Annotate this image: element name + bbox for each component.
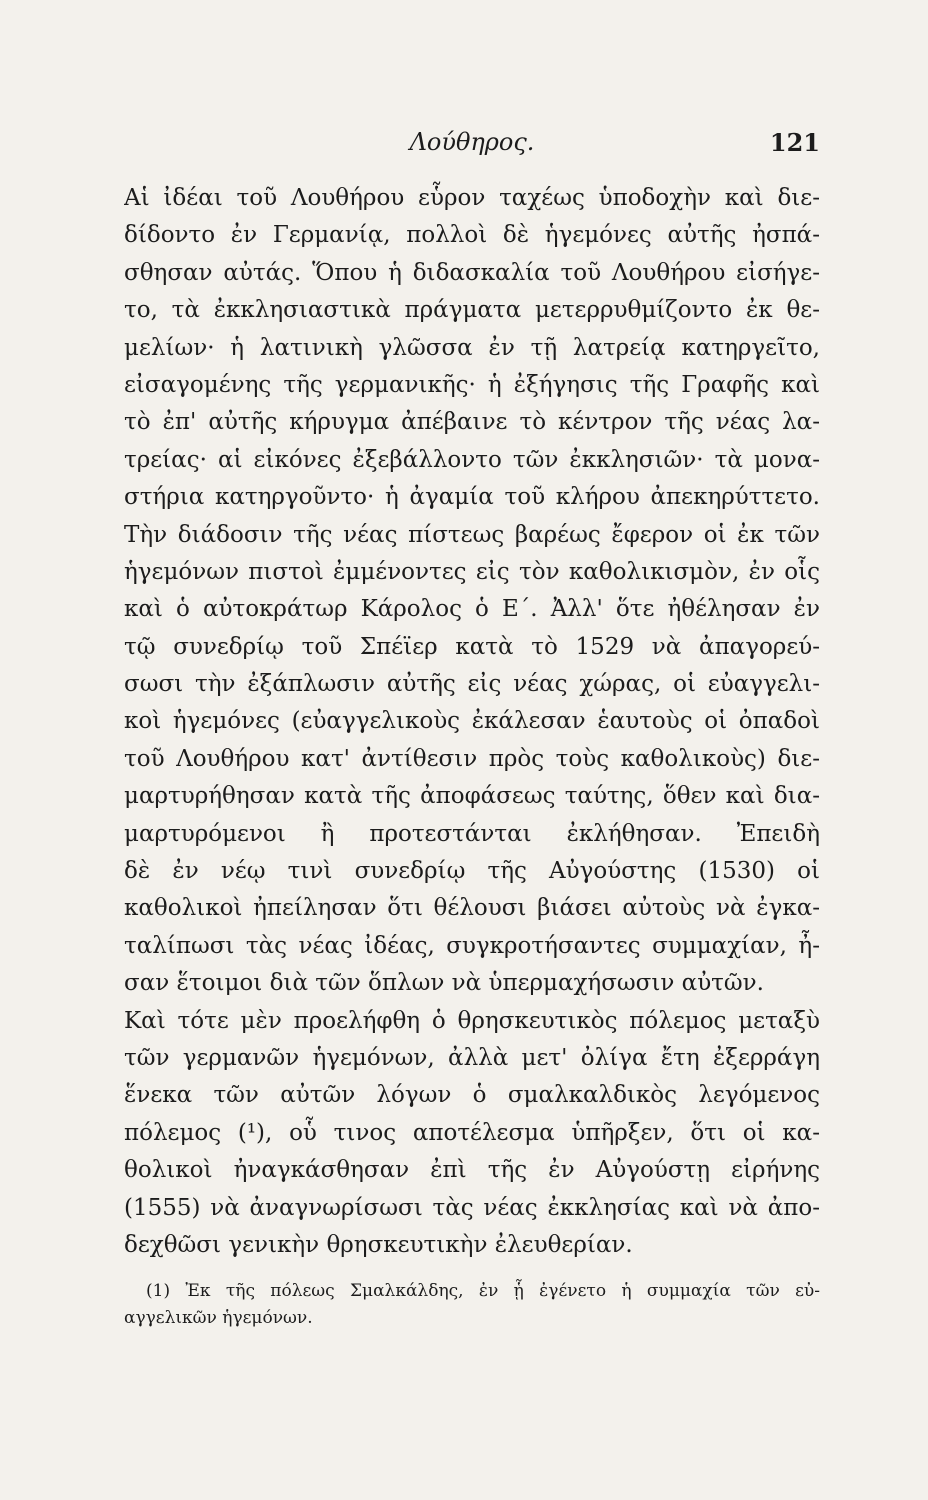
text-line: το, τὰ ἐκκλησιαστικὰ πράγματα μετερρυθμίζοντο ἐκ θε- — [124, 297, 820, 324]
text-line: μαρτυρόμενοι ἢ προτεστάνται ἐκλήθησαν. Ἐπειδὴ — [124, 820, 820, 847]
text-line: εἰσαγομένης τῆς γερμανικῆς· ἡ ἐξήγησις τῆς Γραφῆς καὶ — [124, 371, 820, 398]
text-line: ταλίπωσι τὰς νέας ἰδέας, συγκροτήσαντες συμμαχίαν, ἦ- — [124, 932, 820, 959]
text-line: μαρτυρήθησαν κατὰ τῆς ἀποφάσεως ταύτης, ὅθεν καὶ δια- — [124, 783, 820, 810]
text-line: δίδοντο ἐν Γερμανίᾳ, πολλοὶ δὲ ἡγεμόνες αὐτῆς ἠσπά- — [124, 222, 820, 249]
text-line: δὲ ἐν νέῳ τινὶ συνεδρίῳ τῆς Αὐγούστης (1530) οἱ — [124, 858, 820, 885]
text-line: ἡγεμόνων πιστοὶ ἐμμένοντες εἰς τὸν καθολικισμὸν, ἐν οἷς — [124, 558, 820, 585]
text-line: Καὶ τότε μὲν προελήφθη ὁ θρησκευτικὸς πόλεμος μεταξὺ — [124, 1007, 820, 1034]
running-head — [124, 128, 820, 160]
text-line: Τὴν διάδοσιν τῆς νέας πίστεως βαρέως ἔφερον οἱ ἐκ τῶν — [124, 521, 820, 548]
text-line: σθησαν αὐτάς. Ὅπου ἡ διδασκαλία τοῦ Λουθήρου εἰσήγε- — [124, 259, 820, 286]
footnote-line: (1) Ἐκ τῆς πόλεως Σμαλκάλδης, ἐν ᾗ ἐγένετο ἡ συμμαχία τῶν εὐ- — [146, 1281, 820, 1301]
page-number: 121 — [769, 128, 820, 157]
text-line: ἕνεκα τῶν αὐτῶν λόγων ὁ σμαλκαλδικὸς λεγόμενος — [124, 1082, 820, 1109]
text-line: τῶν γερμανῶν ἡγεμόνων, ἀλλὰ μετ' ὀλίγα ἔτη ἐξερράγη — [124, 1044, 820, 1071]
text-line: πόλεμος (¹), οὗ τινος αποτέλεσμα ὑπῆρξεν, ὅτι οἱ κα- — [124, 1119, 820, 1146]
text-line: Αἱ ἰδέαι τοῦ Λουθήρου εὗρον ταχέως ὑποδοχὴν καὶ διε- — [124, 185, 820, 211]
text-line: δεχθῶσι γενικὴν θρησκευτικὴν ἐλευθερίαν. — [124, 1231, 633, 1258]
footnote-line: αγγελικῶν ἡγεμόνων. — [124, 1308, 313, 1328]
text-line: θολικοὶ ἠναγκάσθησαν ἐπὶ τῆς ἐν Αὐγούστῃ εἰρήνης — [124, 1157, 820, 1184]
text-line: κοὶ ἡγεμόνες (εὐαγγελικοὺς ἐκάλεσαν ἑαυτοὺς οἱ ὀπαδοὶ — [124, 708, 820, 735]
text-line: τὸ ἐπ' αὐτῆς κήρυγμα ἀπέβαινε τὸ κέντρον τῆς νέας λα- — [124, 409, 820, 436]
text-line: σαν ἕτοιμοι διὰ τῶν ὅπλων νὰ ὑπερμαχήσωσιν αὐτῶν. — [124, 970, 764, 997]
body-text — [124, 180, 820, 1264]
text-line: καὶ ὁ αὐτοκράτωρ Κάρολος ὁ Ε΄. Ἀλλ' ὅτε ἠθέλησαν ἐν — [124, 596, 820, 623]
text-line: καθολικοὶ ἠπείλησαν ὅτι θέλουσι βιάσει αὐτοὺς νὰ ἐγκα- — [124, 895, 820, 922]
text-line: τῷ συνεδρίῳ τοῦ Σπέϊερ κατὰ τὸ 1529 νὰ ἀπαγορεύ- — [124, 633, 820, 660]
text-line: (1555) νὰ ἀναγνωρίσωσι τὰς νέας ἐκκλησίας καὶ νὰ ἀπο- — [124, 1194, 820, 1221]
footnotes — [124, 1278, 820, 1332]
text-line: σωσι τὴν ἐξάπλωσιν αὐτῆς εἰς νέας χώρας, οἱ εὐαγγελι- — [124, 671, 820, 698]
text-line: τοῦ Λουθήρου κατ' ἀντίθεσιν πρὸς τοὺς καθολικοὺς) διε- — [124, 745, 820, 772]
text-line: μελίων· ἡ λατινικὴ γλῶσσα ἐν τῇ λατρείᾳ κατηργεῖτο, — [124, 334, 820, 361]
text-line: τρείας· αἱ εἰκόνες ἐξεβάλλοντο τῶν ἐκκλησιῶν· τὰ μονα- — [124, 446, 820, 473]
text-line: στήρια κατηργοῦντο· ἡ ἀγαμία τοῦ κλήρου ἀπεκηρύττετο. — [124, 484, 820, 511]
running-title: Λούθηρος. — [409, 128, 535, 156]
